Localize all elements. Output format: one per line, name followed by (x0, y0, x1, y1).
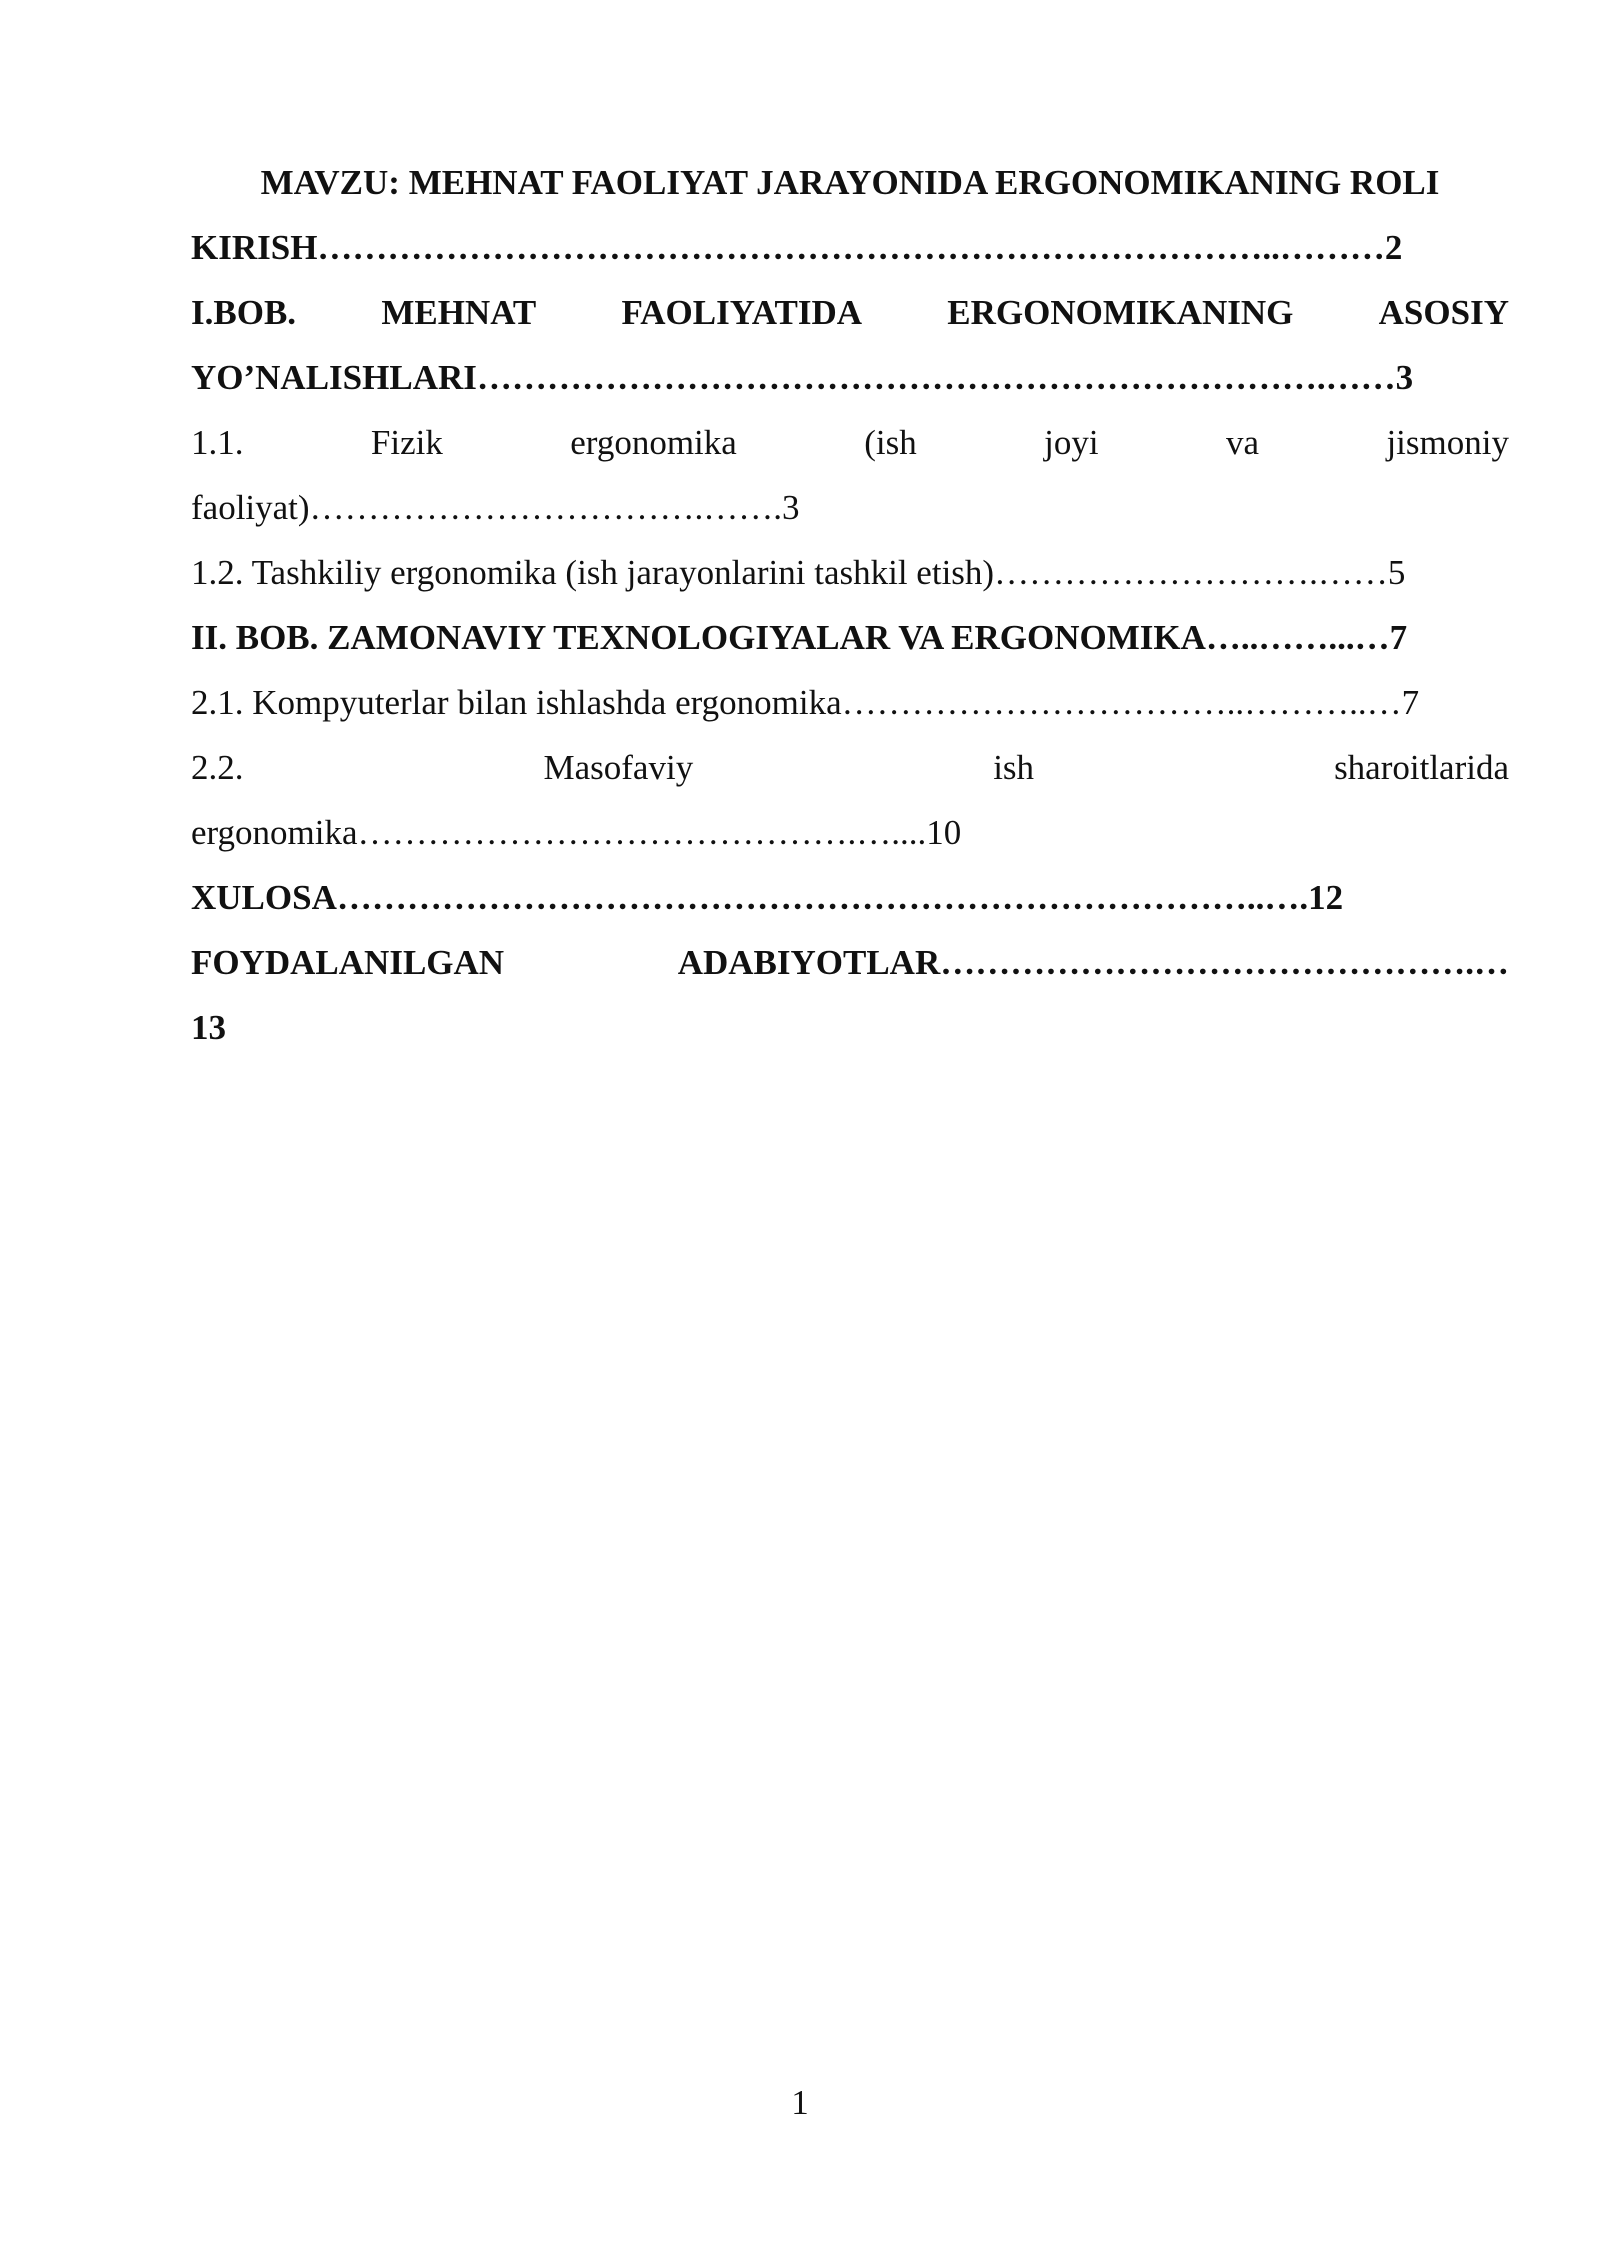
page-number: 1 (791, 2083, 809, 2122)
toc-entry-bob1-line1 (191, 280, 1509, 345)
toc-word: 1.1. (191, 423, 244, 462)
toc-word: ADABIYOTLAR……………………………………….… (677, 943, 1509, 982)
toc-word: (ish (864, 423, 917, 462)
toc-word: 2.2. (191, 748, 244, 787)
toc-entry-bob2: II. BOB. ZAMONAVIY TEXNOLOGIYALAR VA ERGONOMIKA…..……...…7 (191, 618, 1408, 657)
toc-entry-adabiyotlar-line1 (191, 930, 1509, 995)
toc-word: joyi (1044, 423, 1099, 462)
toc-entry-2-2-line1 (191, 735, 1509, 800)
toc-word: FOYDALANILGAN (191, 943, 505, 982)
toc-word: sharoitlarida (1334, 748, 1509, 787)
toc-word: FAOLIYATIDA (621, 293, 862, 332)
toc-word: ASOSIY (1378, 293, 1509, 332)
toc-entry-1-2: 1.2. Tashkiliy ergonomika (ish jarayonlarini tashkil etish)……………………….……5 (191, 553, 1406, 592)
table-of-contents (191, 150, 1509, 1060)
toc-word: ish (993, 748, 1035, 787)
toc-word: Masofaviy (543, 748, 694, 787)
document-title: MAVZU: MEHNAT FAOLIYAT JARAYONIDA ERGONOMIKANING ROLI (260, 163, 1440, 202)
toc-word: jismoniy (1386, 423, 1509, 462)
toc-word: ERGONOMIKANING (947, 293, 1294, 332)
toc-entry-kirish: KIRISH………………………………………………………………………..………2 (191, 228, 1403, 267)
toc-entry-bob1-line2: YO’NALISHLARI……………………………………………………………….……3 (191, 358, 1414, 397)
toc-entry-adabiyotlar-line2: 13 (191, 1008, 226, 1047)
toc-word: ergonomika (570, 423, 737, 462)
toc-entry-1-1-line2: faoliyat)…………………………….…….3 (191, 488, 800, 527)
toc-word: MEHNAT (381, 293, 537, 332)
toc-word: Fizik (370, 423, 443, 462)
toc-entry-1-1-line1 (191, 410, 1509, 475)
toc-entry-2-2-line2: ergonomika…………………………………….…....10 (191, 813, 962, 852)
toc-word: I.BOB. (191, 293, 297, 332)
toc-entry-xulosa: XULOSA……………………………………………………………………..….12 (191, 878, 1344, 917)
toc-entry-2-1: 2.1. Kompyuterlar bilan ishlashda ergonomika……………………………..………..…7 (191, 683, 1420, 722)
toc-word: va (1225, 423, 1260, 462)
